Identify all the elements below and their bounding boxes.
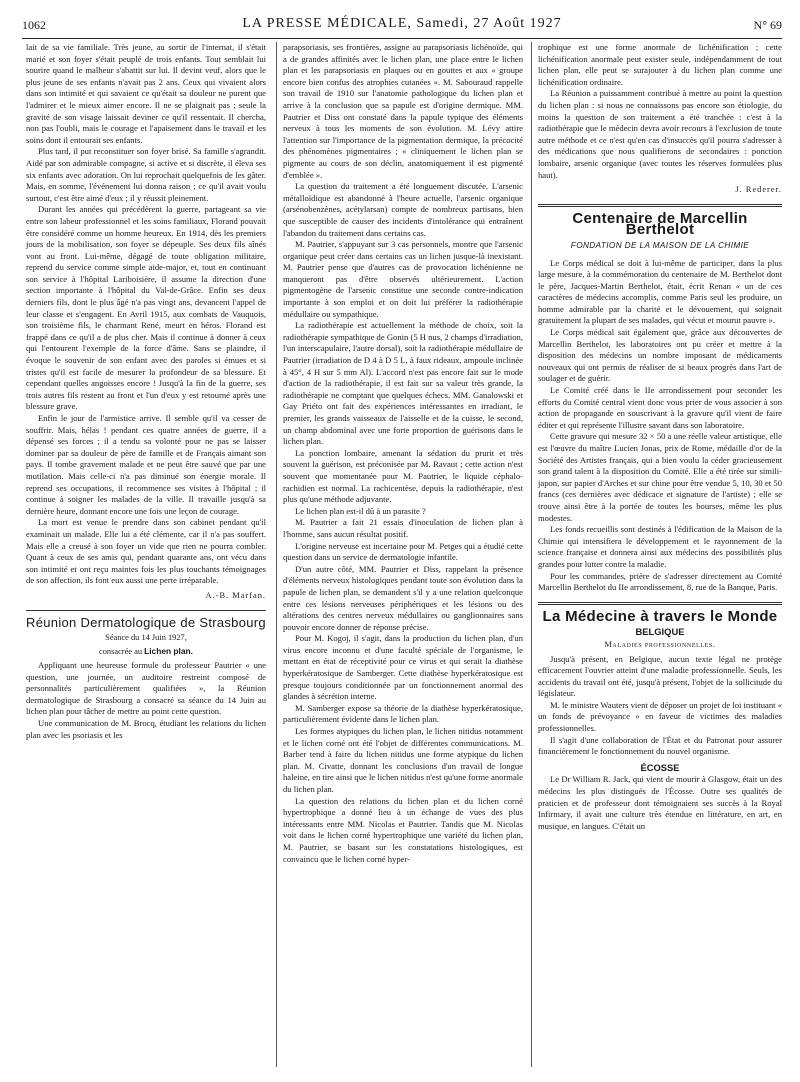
article-paragraph: La question des relations du lichen plan et du lichen corné hypertrophique a donné lieu à un échange de vues des plus intéressants entre MM. Nicolas et Pautrier. Tandis que M. Nicolas voit dans le lichen corné hypertrophique une variété du lichen plan, M. Pautrier, se basant sur les constatations histologiques, est convaincu que le lichen corné hyper- — [283, 795, 523, 864]
article-paragraph: Les fonds recueillis sont destinés à l'édification de la Maison de la Chimie qui intensifiera le développement et le rayonnement de la science française et donnera ainsi aux médecins des possibilités plus grandes pour lutter contre la maladie. — [538, 524, 782, 569]
author-signature: A.-B. Marfan. — [205, 590, 266, 600]
obituary-paragraph: Durant les années qui précédèrent la guerre, partageant sa vie entre son labeur professionnel et les soins familiaux, Florand pouvait être considéré comme un homme heureux. En 1914, dès les premiers jours de la mobilisation, son foyer se dépeuple. Ses deux fils aînés vont au front. Lui-même, dégagé de toute obligation militaire, reprend du service comme simple aide-major, et, tout en continuant son service à l'hôpital Lariboisière, il assume la direction d'une section importante à l'hôpital du Val-de-Grâce. Enfin ses deux derniers fils, dont le plus âgé n'a pas vingt ans, devancent l'appel de leur classe et s'engagent. En Avril 1915, aux combats de Vauquois, son troisième fils, le charmant René, meurt en héros. Florand est frappé dans ce qu'il a de plus cher. Mais il continue à donner à ceux qui l'entourent l'exemple de la force d'âme. Sans se plaindre, il évoque le souvenir de son enfant avec des paroles si émues et si tristes qu'il est facile de mesurer la profondeur de sa blessure. Et cependant quelles angoisses encore ! Jusqu'à la fin de la guerre, ses trois autres fils restent au front et l'un d'eux y est retourné après une blessure grave. — [26, 204, 266, 412]
article-paragraph: M. Pautrier, s'appuyant sur 3 cas personnels, montre que l'arsenic organique peut créer dans certains cas un lichen jusque-là inexistant. M. Pautrier pense que d'autres cas de provocation lichénienne ne manqueront pas d'être observés ultérieurement. L'action pigmentogène de l'arsenic constitue une seconde contre-indication importante à son emploi et on doit lui préférer la radiothérapie médullaire ou sympathique. — [283, 239, 523, 319]
article-paragraph: Appliquant une heureuse formule du professeur Pautrier « une question, une journée, un auditoire restreint composé de personnalités particulièrement qualifiées », la Réunion dermatologique de Strasbourg a consacré sa séance du 14 Juin au lichen plan pour tâcher de mettre au point cette question. — [26, 660, 266, 717]
article-paragraph: M. Pautrier a fait 21 essais d'inoculation de lichen plan à l'homme, sans aucun résultat positif. — [283, 517, 523, 539]
section-divider — [538, 204, 782, 207]
column-divider — [276, 42, 277, 1067]
issue-number: N° 69 — [753, 18, 782, 32]
section-subtitle-prefix: consacrée au — [99, 647, 143, 657]
author-signature: J. Rederer. — [735, 185, 782, 195]
article-paragraph: Pour les commandes, prière de s'adresser directement au Comité Marcellin Berthelot du IIe arrondissement, 8, rue de la Banque, Paris. — [538, 570, 782, 593]
article-paragraph: L'origine nerveuse est incertaine pour M. Petges qui a étudié cette question dans un service de dermatologie infantile. — [283, 540, 523, 563]
country-subtitle: Maladies professionnelles. — [604, 639, 716, 649]
journal-title: LA PRESSE MÉDICALE, Samedi, 27 Août 1927 — [242, 16, 562, 31]
column-2 — [283, 42, 523, 865]
article-paragraph: La radiothérapie est actuellement la méthode de choix, soit la radiothérapie sympathique de Gonin (5 H nus, 2 champs d'irradiation, l'un interscapulaire, l'autre dorsal), soit la radiothérapie médullaire de Pautrier (irradiation de D 4 à D 5 L, à faux rideaux, ampoule inclinée à 45°, 4 H sur 5 mm Al). L'accord n'est pas encore fait sur le mode d'action de la radiothérapie, il est fait sur sa valeur très grande, la radiothérapie ne comptant que quelques échecs. MM. Ganalowski et Gay Priéto ont fait des expériences intéressantes en irradiant, le premier, les grands vaisseaux de l'aisselle et de la cuisse, le second, un champ abdominal avec une forte proportion de guérisons dans le lichen plan. — [283, 320, 523, 447]
section-title: Réunion Dermatologique de Strasbourg — [26, 614, 266, 630]
article-paragraph: Le lichen plan est-il dû à un parasite ? — [295, 505, 426, 516]
country-heading: BELGIQUE — [635, 626, 685, 638]
obituary-paragraph: lait de sa vie familiale. Très jeune, au sortir de l'internat, il s'était marié et son foyer s'était peuplé de trois enfants. Tout semblait lui sourire quand le malheur s'abattit sur lui. Il devint veuf, alors que le plus jeune de ses enfants n'avait pas 2 ans. Ceux qui vivaient alors dans son intimité et qui savaient ce qu'était sa douleur ne purent que l'admirer et le mieux aimer encore. Il ne se plaignait pas ; seule la gravité de son visage laissait deviner ce qu'il ressentait. Il chercha, non pas l'oubli, mais le courage et l'apaisement dans le travail et les soins dont il entourait ses enfants. — [26, 42, 266, 145]
article-paragraph: La Réunion a puissamment contribué à mettre au point la question du lichen plan : si nous ne connaissons pas encore son étiologie, du moins la question de son traitement a été tranchée : c'est à la radiothérapie que le médecin devra avoir recours à l'exclusion de toute autre méthode et ce n'est qu'en cas d'insuccès qu'il pourra s'adresser à des médications que nous qualifierons de secondaires : ponction lombaire, arsenic organique (avec toutes les réserves formulées plus haut). — [538, 88, 782, 180]
section-date: Séance du 14 Juin 1927, — [105, 633, 187, 643]
article-paragraph: Une communication de M. Brocq, étudiant les relations du lichen plan avec les psoriasis et les — [26, 718, 266, 740]
section-title: La Médecine à travers le Monde — [542, 607, 778, 625]
obituary-paragraph: La mort est venue le prendre dans son cabinet pendant qu'il examinait un malade. Elle lui a été clémente, car il n'a pas souffert. Mais elle a creusé à son foyer un vide que rien ne pourra combler. Quant à ceux de ses amis qui, pendant quarante ans, ont vécu dans son intimité et ont reçu maintes fois les plus touchants témoignages de son affection, ils font eux aussi une perte irréparable. — [26, 517, 266, 586]
article-paragraph: Il s'agit d'une collaboration de l'État et du Patronat pour assurer financièrement le fonctionnement du nouvel organisme. — [538, 734, 782, 757]
column-3 — [538, 42, 782, 832]
article-paragraph: Cette gravure qui mesure 32 × 50 a une réelle valeur artistique, elle est l'œuvre du maître Lucien Jonas, prix de Rome, médaille d'or de la Société des Artistes français, qui a bien voulu la céder gracieusement son grand talent à la disposition du Comité. Elle a été tirée sur simili-japon, sur papier d'Arches et sur chine pour être vendue 5, 10, 30 et 50 francs (ces dernières avec dédicace et signature de l'artiste) ; elle se trouve ainsi être à la portée de toutes les bourses, même les plus modestes. — [538, 431, 782, 523]
section-title: Centenaire de Marcellin Berthelot — [572, 209, 748, 239]
article-paragraph: trophique est une forme anormale de lichénification ; cette lichénification anormale peut exister seule, indépendamment de tout lichen plan, elle peut se surajouter à du lichen plan comme une lichénification ordinaire. — [538, 42, 782, 87]
article-paragraph: Les formes atypiques du lichen plan, le lichen nitidus notamment et le lichen corné ont été l'objet de différentes communications. M. Barber tend à faire du lichen nitidus une forme atypique du lichen plan. M. Civatte, donnant les conclusions d'un travail de longue haleine, en tire ainsi que le lichen nitidus n'est qu'une forme anormale du lichen plan. — [283, 726, 523, 794]
article-paragraph: D'un autre côté, MM. Pautrier et Diss, rappelant la présence d'éléments nerveux histologiques pendant toute son évolution dans la papule de lichen plan, se demandent s'il y a une relation quelconque entre ces lésions nerveuses périphériques et les lésions ou des altérations des centres nerveux médullaires ou ganglionnaires sans pouvoir encore donner de réponse précise. — [283, 563, 523, 632]
article-paragraph: Le Dr William R. Jack, qui vient de mourir à Glasgow, était un des médecins les plus distingués de l'Écosse. Outre ses qualités de praticien et de professeur dont témoignaient ses succès à la Royal Infirmary, il avait une culture très étendue en littérature, en art, en musique, en langues. C'était un — [538, 774, 782, 831]
country-heading: ÉCOSSE — [640, 761, 680, 773]
article-paragraph: M. le ministre Wauters vient de déposer un projet de loi instituant « un fonds de prévoyance » en faveur de victimes des maladies professionnelles. — [538, 699, 782, 734]
article-paragraph: parapsoriasis, ses frontières, assigne au parapsoriasis lichénoïde, qui a de grandes affinités avec le lichen plan, une place entre le lichen plan et les parapsoriasis en plaques ou en gouttes et aux « groupe encore bien confus des atrophies cutanées ». M. Sabouraud rappelle son travail de 1910 sur l'anatomie pathologique du lichen plan et arrive à la conclusion que sa papule est d'origine dermique. MM. Pautrier et Diss ont constaté dans la papule typique des éléments nerveux à tous les moments de son évolution. M. Lévy attire l'attention sur l'importance de la pigmentation dermique, la précocité des phénomènes pigmentaires ; « cliniquement le lichen plan se pigmente au cours de son déclin, anatomiquement il est pigmenté d'emblée ». — [283, 42, 523, 180]
article-paragraph: La ponction lombaire, amenant la sédation du prurit et très souvent la guérison, est préconisée par M. Ravaut ; cette action n'est souvent que momentanée pour M. Pautrier, le liquide céphalo-rachidien est normal. La rachicentèse, depuis la radiothérapie, n'est plus qu'une méthode adjuvante. — [283, 447, 523, 505]
obituary-paragraph: Plus tard, il put reconstituer son foyer brisé. Sa famille s'agrandit. Aidé par son admirable compagne, si active et si discrète, il éleva ses six enfants avec adoration. On lui reprochait quelquefois de les gâter. Mais, en somme, l'événement lui donna raison ; ce qu'il avait voulu surtout, c'est être aimé d'eux ; il y réussit pleinement. — [26, 146, 266, 203]
article-paragraph: M. Samberger expose sa théorie de la diathèse hyperkératosique, particulièrement évidente dans le lichen plan. — [283, 702, 523, 725]
article-paragraph: Le Corps médical se doit à lui-même de participer, dans la plus large mesure, à la commémoration du centenaire de M. Berthelot dont le père, Jacques-Martin Berthelot, était, écrit Renan « un de ces caractères de médecins accomplis, comme Paris seul les produire, un homme admirable par la charité et le dévouement, qui soignait gratuitement la plupart de ses malades, qui vécut et mourut pauvre ». — [538, 257, 782, 326]
article-paragraph: Jusqu'à présent, en Belgique, aucun texte légal ne protège efficacement l'ouvrier atteint d'une maladie professionnelle. Seuls, les accidents du travail ont été, jusqu'à présent, l'objet de la sollicitude du législateur. — [538, 653, 782, 699]
page-number: 1062 — [22, 18, 46, 32]
article-paragraph: La question du traitement a été longuement discutée. L'arsenic métalloïdique est abandonné à l'heure actuelle, l'arsenic organique (arsénobenzènes, acétylarsan) compte de nombreux partisans, bien que susceptible de causer des incidents d'intolérance qui entraînent l'abandon du traitement dans certains cas. — [283, 181, 523, 238]
section-subtitle — [26, 646, 266, 657]
article-paragraph: Pour M. Kogoj, il s'agit, dans la production du lichen plan, d'un virus encore inconnu et d'une faculté spéciale de l'organisme, le mettant en état de réceptivité pour ce virus et qui serait la diathèse hyperkératosique de Samberger. Cette diathèse hyperkératosique est presque toujours conditionnée par un fonctionnement anormal des glandes à sécrétion interne. — [283, 633, 523, 702]
column-divider — [531, 42, 532, 1067]
column-1 — [26, 42, 266, 741]
section-divider — [26, 610, 266, 611]
section-subtitle-topic: Lichen plan. — [144, 646, 193, 657]
page-header — [22, 14, 782, 39]
article-paragraph: Le Corps médical sait également que, grâce aux découvertes de Marcellin Berthelot, les laboratoires ont pu créer et mettre à la disposition des médecins un nombre imposant de médicaments nouveaux qui ont permis de réaliser de si beaux progrès dans l'art de soulager et de guérir. — [538, 327, 782, 384]
section-subtitle: FONDATION DE LA MAISON DE LA CHIMIE — [570, 240, 750, 250]
section-divider — [538, 602, 782, 605]
obituary-paragraph: Enfin le jour de l'armistice arrive. Il semble qu'il va cesser de souffrir. Mais, hélas ! pendant ces quatre années de guerre, il a dépensé ses forces ; il a tendu sa volonté pour ne pas se laisser dominer par sa douleur de père de famille et de Français aimant son pays. Il tombe gravement malade et ne peut être sauvé que par une mutilation. Mais celle-ci n'a pas diminué son énergie morale. Il reprend ses occupations, il recommence ses visites à l'hôpital ; il continue à soigner les malades de la ville. Il travaille jusqu'à sa dernière heure, donnant encore une fois une leçon de courage. — [26, 413, 266, 516]
article-paragraph: Le Comité créé dans le IIe arrondissement pour seconder les efforts du Comité central vient donc vous prier de vous associer à son action de propagande en souscrivant à la gravure qu'il vient de faire éditer et qui représente l'illustre savant dans son laboratoire. — [538, 385, 782, 430]
